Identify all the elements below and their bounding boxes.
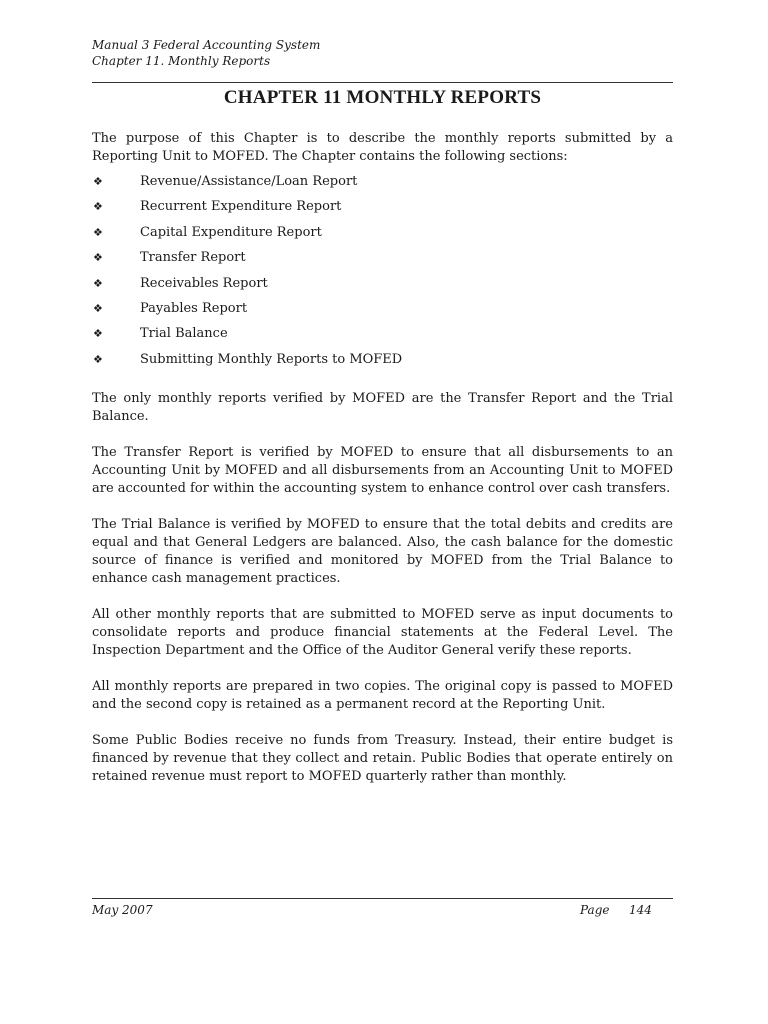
diamond-bullet-icon: ❖ [93,352,103,366]
list-item-label: Payables Report [140,300,248,316]
list-item-label: Recurrent Expenditure Report [140,199,342,215]
body-paragraph: The Trial Balance is verified by MOFED to ensure that the total debits and credits are equal and that General Ledgers are balanced. Also, the cash balance for the domestic source of finance is verified and monitored by MOFED from the Trial Balance to enhance cash management practices. [92,517,673,587]
list-item [92,198,673,223]
list-item [92,351,673,376]
intro-paragraph: The purpose of this Chapter is to describe the monthly reports submitted by a Reporting Unit to MOFED. The Chapter contains the following sections: [92,131,673,164]
diamond-bullet-icon: ❖ [93,225,103,239]
header-chapter-title: Chapter 11. Monthly Reports [92,54,271,68]
diamond-bullet-icon: ❖ [93,251,103,265]
list-item [92,275,673,300]
list-item-label: Submitting Monthly Reports to MOFED [140,351,403,367]
body-paragraph: The only monthly reports verified by MOFED are the Transfer Report and the Trial Balance. [92,391,673,425]
header-divider [92,82,673,83]
diamond-bullet-icon: ❖ [93,301,103,315]
footer-page-label: Page [580,903,610,917]
body-paragraph: All other monthly reports that are submitted to MOFED serve as input documents to consolidate reports and produce financial statements at the Federal Level. The Inspection Department and the Office of the Auditor General verify these reports. [92,607,673,659]
diamond-bullet-icon: ❖ [93,200,103,214]
diamond-bullet-icon: ❖ [93,276,103,290]
chapter-title: CHAPTER 11 MONTHLY REPORTS [223,87,542,108]
list-item [92,249,673,274]
body-paragraph: Some Public Bodies receive no funds from Treasury. Instead, their entire budget is financed by revenue that they collect and retain. Public Bodies that operate entirely on retained revenue must report to MOFED quarterly rather than monthly. [92,733,673,785]
diamond-bullet-icon: ❖ [93,327,103,341]
footer-divider [92,898,673,899]
diamond-bullet-icon: ❖ [93,175,103,188]
footer-page-number: 144 [629,903,652,917]
running-header [92,37,320,69]
body-paragraph: All monthly reports are prepared in two copies. The original copy is passed to MOFED and the second copy is retained as a permanent record at the Reporting Unit. [92,679,673,713]
section-list [92,173,673,376]
list-item [92,325,673,350]
footer-date: May 2007 [92,903,153,917]
header-manual-title: Manual 3 Federal Accounting System [92,38,321,52]
list-item [92,300,673,325]
list-item-label: Transfer Report [140,250,246,266]
list-item [92,173,673,198]
list-item [92,224,673,249]
list-item-label: Revenue/Assistance/Loan Report [140,174,358,189]
chapter-body [92,130,673,804]
body-paragraph: The Transfer Report is verified by MOFED to ensure that all disbursements to an Accounting Unit by MOFED and all disbursements from an Accounting Unit to MOFED are accounted for within the accounting system to enhance control over cash transfers. [92,445,673,497]
list-item-label: Receivables Report [140,275,268,291]
list-item-label: Capital Expenditure Report [140,224,322,240]
list-item-label: Trial Balance [140,326,228,342]
